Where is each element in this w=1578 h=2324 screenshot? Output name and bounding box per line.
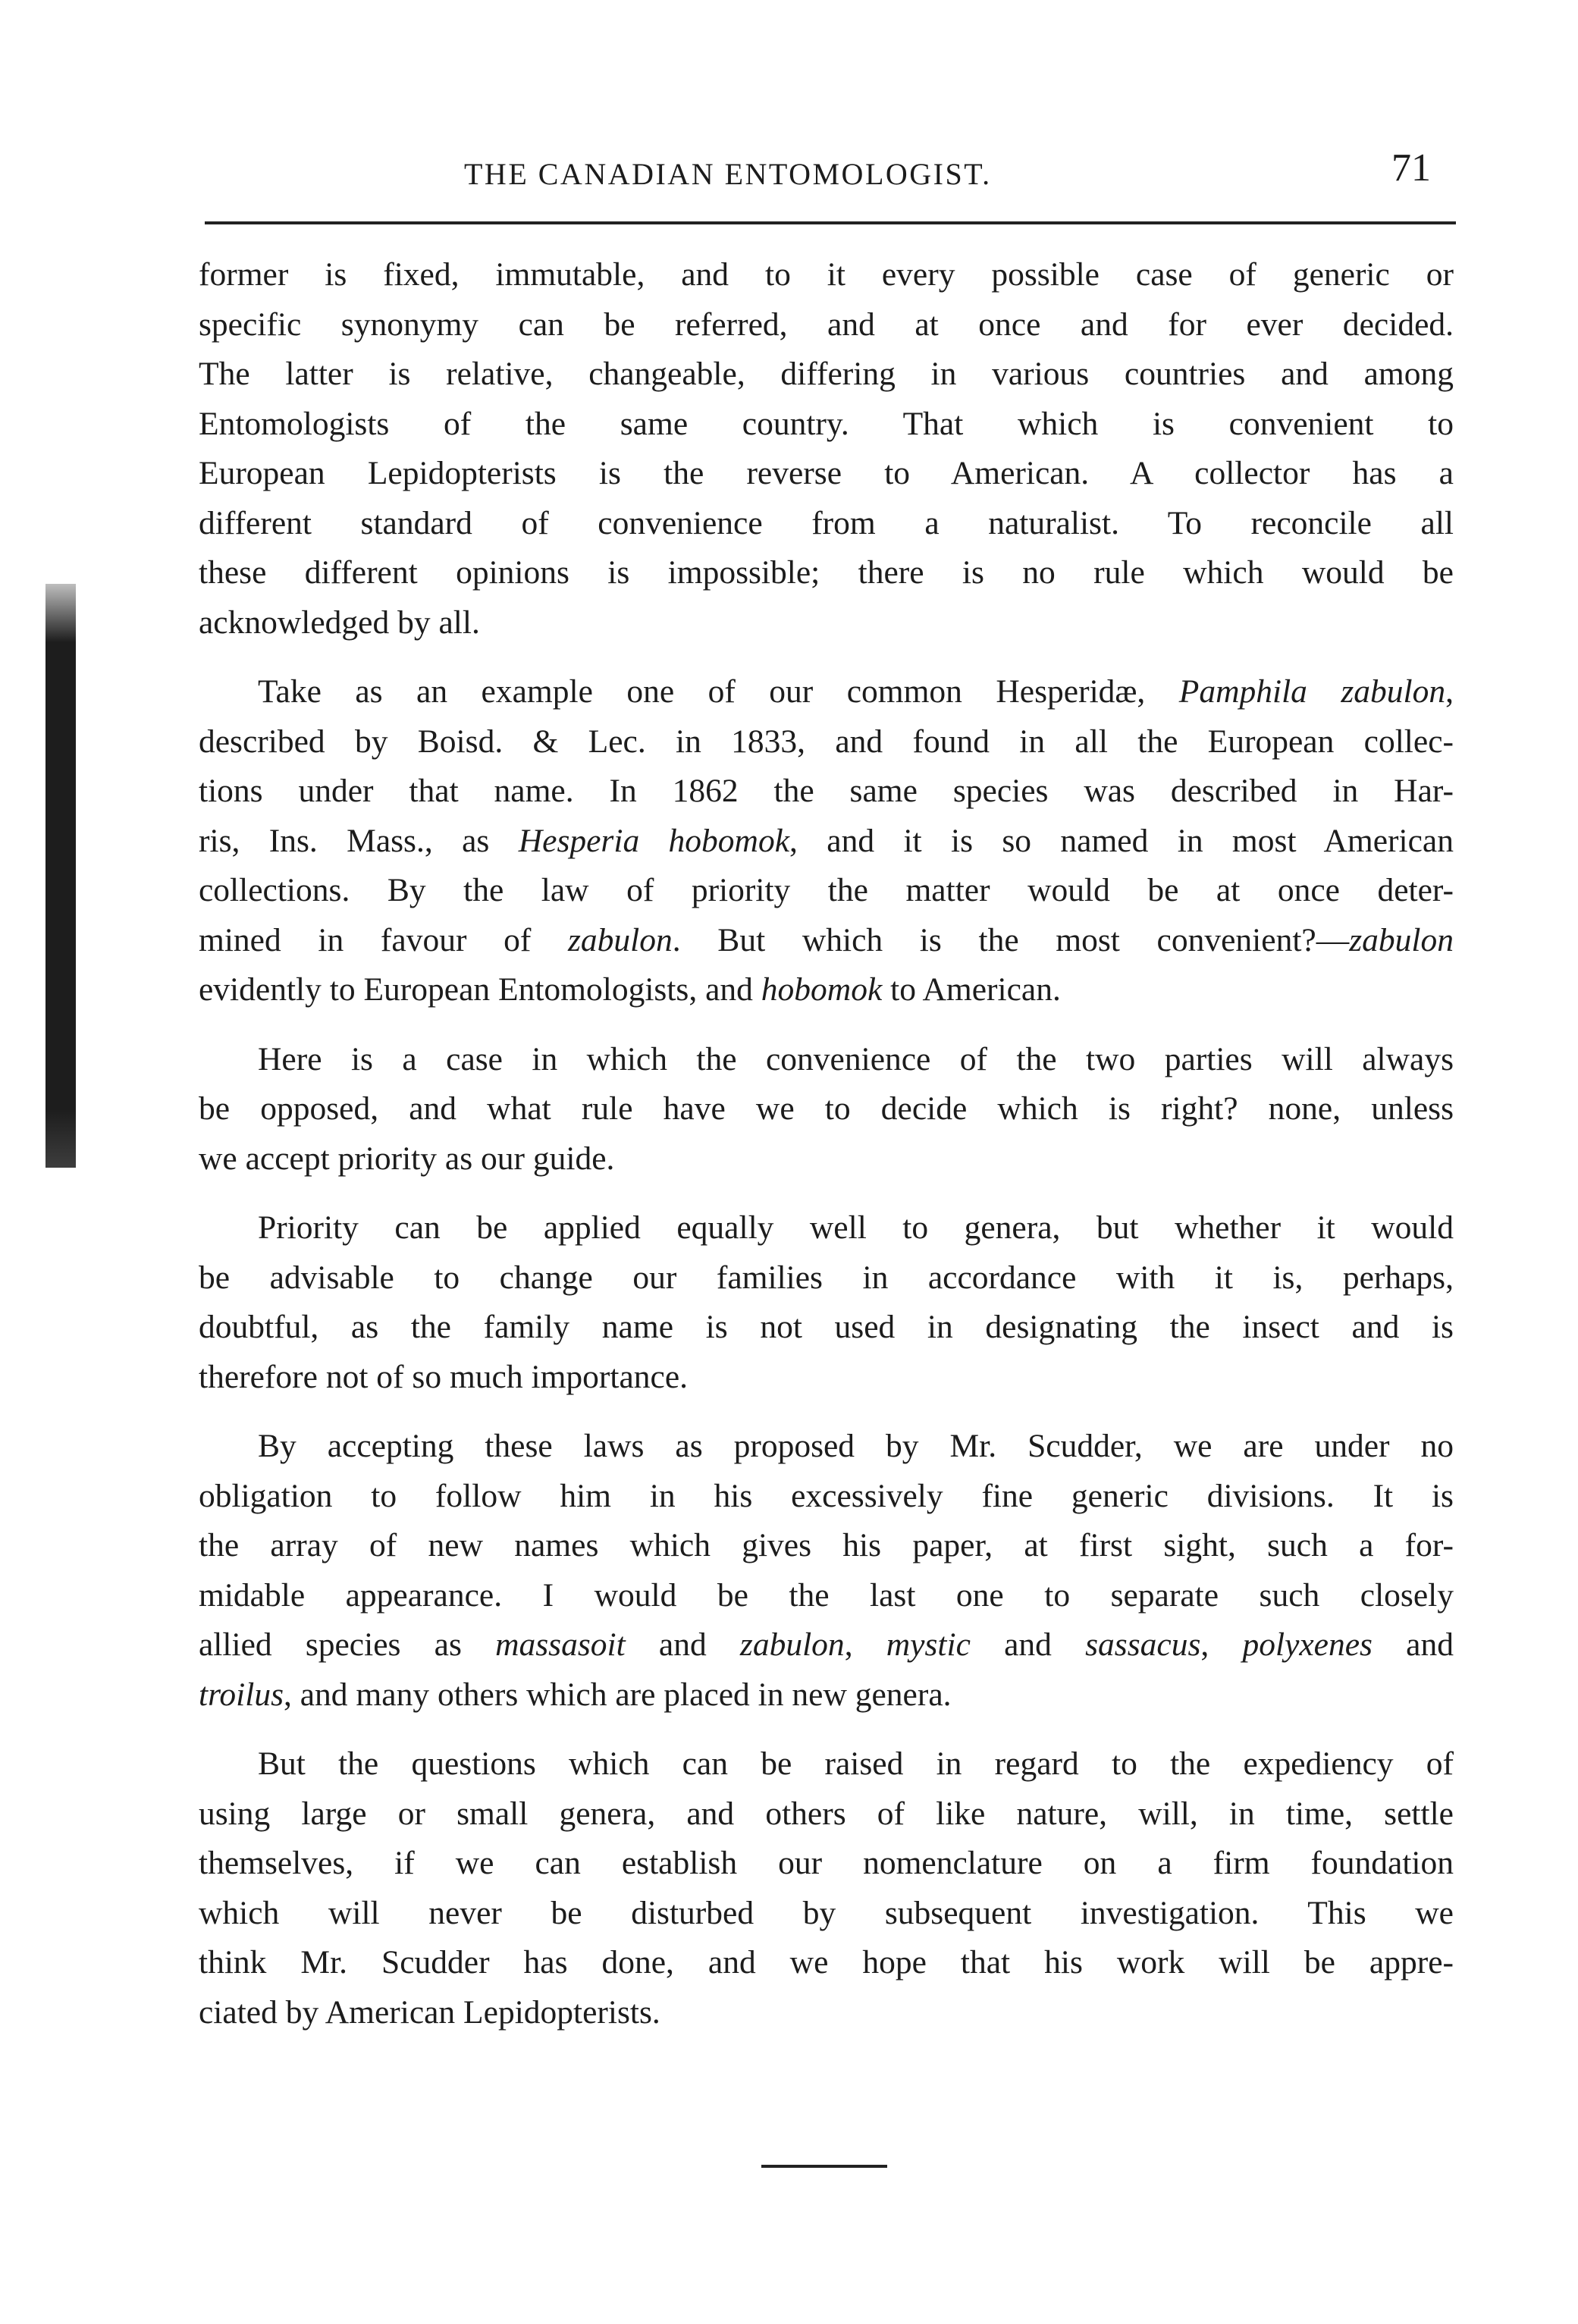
text-line: different standard of convenience from a naturalist. To reconcile all — [199, 504, 1454, 541]
text-line: think Mr. Scudder has done, and we hope that his work will be appre- — [199, 1944, 1454, 1981]
text-line: acknowledged by all. — [199, 604, 480, 641]
text-line: collections. By the law of priority the matter would be at once deter- — [199, 872, 1454, 908]
text-line: evidently to European Entomologists, and hobomok to American. — [199, 971, 1061, 1008]
text-line: these different opinions is impossible; there is no rule which would be — [199, 554, 1454, 591]
text-line: using large or small genera, and others of like nature, will, in time, settle — [199, 1795, 1454, 1832]
running-title: THE CANADIAN ENTOMOLOGIST. — [464, 157, 992, 191]
text-line: European Lepidopterists is the reverse to American. A collector has a — [199, 455, 1454, 491]
text-line: be advisable to change our families in accordance with it is, perhaps, — [199, 1259, 1454, 1296]
end-rule — [761, 2165, 887, 2168]
text-line: described by Boisd. & Lec. in 1833, and found in all the European collec- — [199, 723, 1454, 760]
paragraph-1 — [199, 250, 1454, 648]
text-line: therefore not of so much importance. — [199, 1358, 689, 1395]
paragraph-4 — [199, 1203, 1454, 1402]
text-line: Take as an example one of our common Hesperidæ, Pamphila zabulon, — [258, 673, 1454, 710]
text-line: Priority can be applied equally well to genera, but whether it would — [258, 1209, 1454, 1246]
text-line: Here is a case in which the convenience of the two parties will always — [258, 1040, 1454, 1077]
text-line: specific synonymy can be referred, and at once and for ever decided. — [199, 306, 1454, 343]
scan-margin-artifact — [45, 584, 76, 1168]
text-line: mined in favour of zabulon. But which is the most convenient?—zabulon — [199, 921, 1454, 958]
text-line: tions under that name. In 1862 the same species was described in Har- — [199, 773, 1454, 809]
page-header — [199, 146, 1454, 200]
text-line: The latter is relative, changeable, differing in various countries and among — [199, 356, 1454, 392]
paragraph-2 — [199, 667, 1454, 1015]
paragraph-6 — [199, 1739, 1454, 2037]
text-line: themselves, if we can establish our nomenclature on a firm foundation — [199, 1845, 1454, 1881]
text-line: Entomologists of the same country. That which is convenient to — [199, 405, 1454, 442]
body-text — [199, 250, 1454, 2057]
text-line: midable appearance. I would be the last one to separate such closely — [199, 1576, 1454, 1614]
page-number: 71 — [1391, 146, 1431, 190]
paragraph-5 — [199, 1422, 1454, 1720]
text-line: be opposed, and what rule have we to decide which is right? none, unless — [199, 1090, 1454, 1127]
header-rule — [205, 221, 1456, 224]
text-line: ciated by American Lepidopterists. — [199, 1993, 660, 2031]
paragraph-3 — [199, 1035, 1454, 1184]
text-line: obligation to follow him in his excessively fine generic divisions. It is — [199, 1477, 1454, 1514]
text-line: doubtful, as the family name is not used in designating the insect and is — [199, 1309, 1454, 1345]
text-line: which will never be disturbed by subsequent investigation. This we — [199, 1894, 1454, 1931]
text-line: we accept priority as our guide. — [199, 1140, 615, 1177]
text-line: troilus, and many others which are placed in new genera. — [199, 1676, 952, 1713]
text-line: But the questions which can be raised in regard to the expediency of — [258, 1745, 1454, 1782]
text-line: allied species as massasoit and zabulon, mystic and sassacus, polyxenes and — [199, 1626, 1454, 1663]
text-line: the array of new names which gives his paper, at first sight, such a for- — [199, 1527, 1454, 1563]
text-line: former is fixed, immutable, and to it every possible case of generic or — [199, 256, 1454, 293]
text-line: By accepting these laws as proposed by Mr. Scudder, we are under no — [258, 1428, 1454, 1464]
text-line: ris, Ins. Mass., as Hesperia hobomok, and it is so named in most American — [199, 822, 1454, 859]
